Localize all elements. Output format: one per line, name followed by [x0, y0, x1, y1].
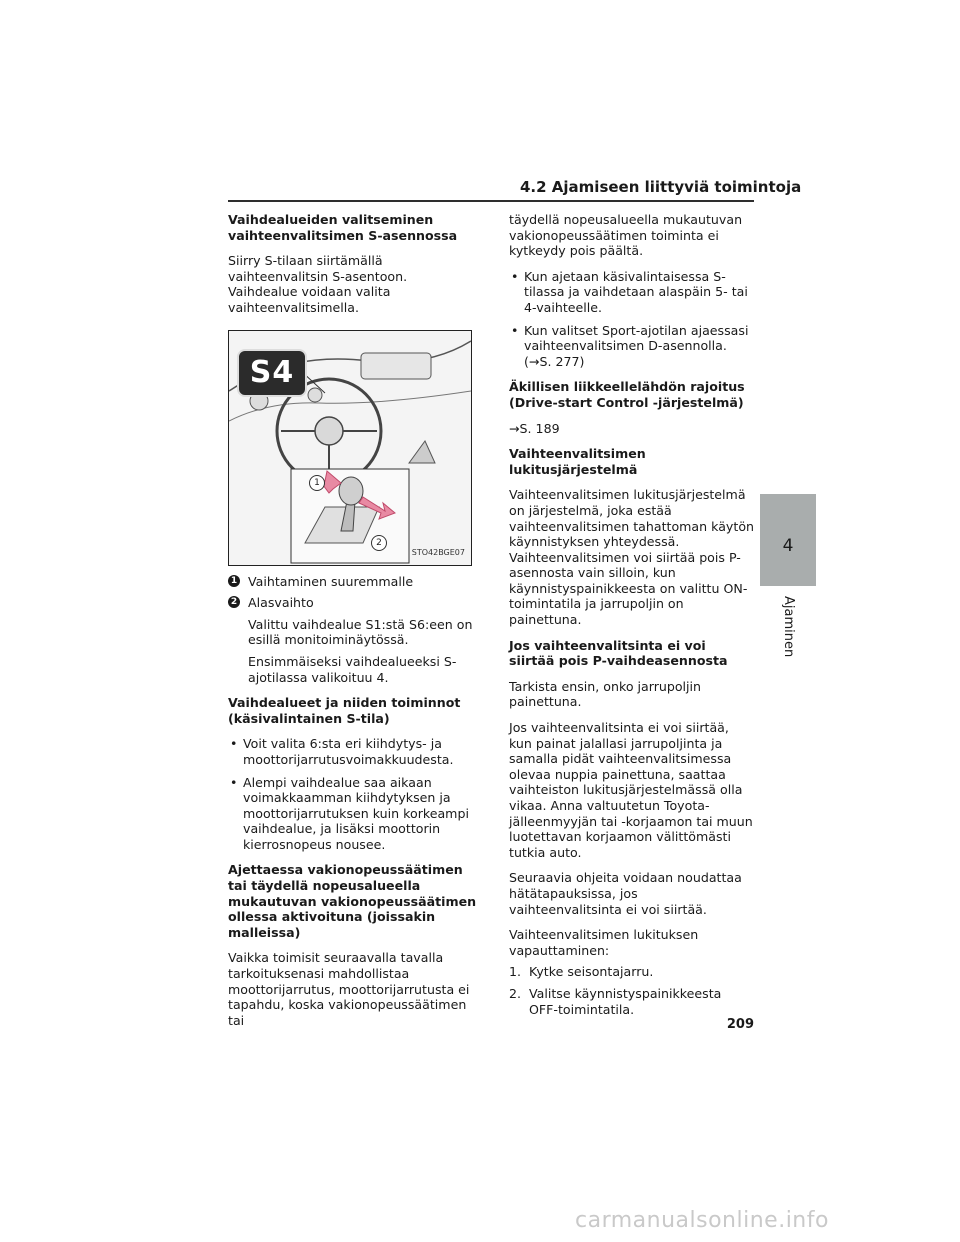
paragraph-emergency: Seuraavia ohjeita voidaan noudattaa hätätapauksissa, jos vaihteenvalitsinta ei voi siirtää. — [509, 870, 742, 917]
step-1-text: Kytke seisontajarru. — [529, 964, 654, 980]
chapter-tab — [760, 494, 816, 586]
paragraph-malfunction: Jos vaihteenvalitsinta ei voi siirtää, kun painat jalallasi jarrupoljinta ja samalla pidät vaihteenvalitsimessa olevaa nuppia painettuna, saattaa vaihteiston lukitusjärjestelmässä olla vikaa. Anna valtuutetun Toyota-jälleenmyyjän tai -korjaamon tai muun luotettavan korjaamon välittömästi tutkia auto. — [509, 720, 753, 860]
step-1 — [509, 964, 754, 980]
downshift-note-2: Ensimmäiseksi vaihdealueeksi S-ajotilassa valikoituu 4. — [248, 653, 457, 685]
watermark: carmanualsonline.info — [575, 1208, 829, 1233]
section-header: 4.2 Ajamiseen liittyviä toimintoja — [520, 178, 802, 196]
item-downshift — [228, 595, 480, 611]
paragraph-shift-lock: Vaihteenvalitsimen lukitusjärjestelmä on järjestelmä, joka estää vaihteenvalitsimen tahattoman käytön käynnistyksen yhteydessä. Vaihteenvalitsimen voi siirtää pois P-asennosta vain silloin, kun käynnistyspainikkeesta on valittu ON-toimintatila ja jarrupoljin on painettuna. — [509, 487, 755, 628]
heading-gear-ranges: Vaihdealueet ja niiden toiminnot (käsivalintainen S-tila) — [228, 695, 461, 726]
bullet-lower-range: • Alempi vaihdealue saa aikaan voimakkaamman kiihdytyksen ja moottorijarrutuksen kuin korkeampi vaihdealue, ja lisäksi moottorin kierrosnopeus nousee. — [228, 775, 480, 853]
chapter-label: Ajaminen — [781, 596, 796, 658]
number-badge-2: 2 — [228, 596, 240, 608]
bullet-six-levels: • Voit valita 6:sta eri kiihdytys- ja moottorijarrutusvoimakkuudesta. — [228, 736, 480, 767]
callout-2: 2 — [371, 535, 387, 551]
item-upshift — [228, 574, 480, 590]
callout-1: 1 — [309, 475, 325, 491]
chapter-number: 4 — [782, 536, 794, 556]
bullet-manual-downshift: • Kun ajetaan käsivalintaisessa S-tilassa ja vaihdetaan alaspäin 5- tai 4-vaihteelle. — [509, 269, 754, 316]
s4-indicator-badge: S4 — [237, 349, 307, 397]
page-number: 209 — [726, 1017, 754, 1032]
paragraph-release-lock: Vaihteenvalitsimen lukituksen vapauttaminen: — [509, 927, 699, 958]
heading-gear-range-selection: Vaihdealueiden valitseminen vaihteenvalitsimen S-asennossa — [228, 212, 458, 243]
step-1-number: 1. — [509, 964, 522, 980]
step-2 — [509, 986, 754, 1017]
paragraph-check-brake: Tarkista ensin, onko jarrupoljin painettuna. — [509, 678, 702, 710]
paragraph-s-mode-intro: Siirry S-tilaan siirtämällä vaihteenvalitsin S-asentoon. Vaihdealue voidaan valita vaihteenvalitsimella. — [228, 253, 408, 315]
paragraph-continued: täydellä nopeusalueella mukautuvan vakionopeussäätimen toiminta ei kytkeydy pois päältä. — [509, 212, 743, 259]
left-column — [228, 212, 480, 1038]
item-upshift-text: Vaihtaminen suuremmalle — [248, 573, 414, 589]
right-column — [509, 212, 754, 1023]
heading-drive-start-control: Äkillisen liikkeellelähdön rajoitus (Drive-start Control -järjestelmä) — [509, 379, 745, 410]
step-2-number: 2. — [509, 985, 522, 1001]
item-downshift-text: Alasvaihto — [248, 595, 314, 611]
shift-lever-figure — [228, 330, 472, 566]
step-2-text: Valitse käynnistyspainikkeesta OFF-toimintatila. — [529, 985, 722, 1017]
figure-code: STO42BGE07 — [411, 547, 465, 557]
downshift-note-1: Valittu vaihdealue S1:stä S6:een on esillä monitoiminäytössä. — [248, 616, 473, 648]
header-rule — [228, 200, 754, 202]
heading-shift-lock: Vaihteenvalitsimen lukitusjärjestelmä — [509, 446, 646, 477]
heading-cruise-control: Ajettaessa vakionopeussäätimen tai täydellä nopeusalueella mukautuvan vakionopeussäätimen ollessa aktivoituna (joissakin malleissa) — [228, 862, 477, 940]
number-badge-1: 1 — [228, 575, 240, 587]
heading-cannot-shift: Jos vaihteenvalitsinta ei voi siirtää pois P-vaihdeasennosta — [509, 637, 728, 669]
bullet-sport-mode: • Kun valitset Sport-ajotilan ajaessasi vaihteenvalitsimen D-asennolla. (→S. 277) — [509, 323, 754, 370]
paragraph-cruise-control: Vaikka toimisit seuraavalla tavalla tarkoituksenasi mahdollistaa moottorijarrutus, moottorijarrutusta ei tapahdu, koska vakionopeussäätimen tai — [228, 950, 470, 1028]
reference-page-189: →S. 189 — [509, 420, 560, 436]
